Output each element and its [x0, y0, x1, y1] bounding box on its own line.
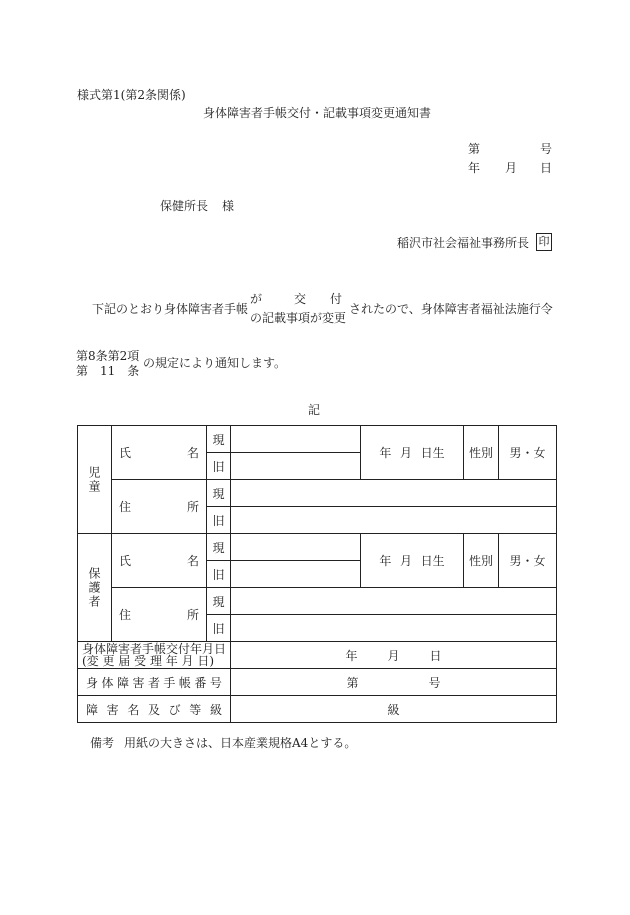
guardian-dob-field[interactable] — [361, 534, 464, 588]
child-address-label — [112, 480, 207, 534]
disability-label — [78, 696, 231, 723]
body-text-post: されたので、身体障害者福祉法施行令 — [349, 302, 553, 316]
disability-label-char: 等 — [189, 702, 202, 717]
child-name-current-row — [78, 426, 557, 453]
child-name-current-field[interactable] — [231, 426, 361, 453]
body-text-upper — [250, 292, 350, 306]
child-label: 児童 — [78, 426, 112, 534]
child-sex-value[interactable]: 男・女 — [499, 426, 557, 480]
guardian-address-current-mark: 現 — [207, 588, 231, 615]
disability-label-char: 害 — [106, 702, 119, 717]
guardian-sex-value[interactable]: 男・女 — [499, 534, 557, 588]
date-year-label: 年 — [468, 161, 481, 175]
booklet-label-char: 体 — [101, 675, 114, 690]
disability-grade-field[interactable]: 級 — [231, 696, 557, 723]
issue-date-field[interactable] — [231, 642, 557, 669]
guardian-address-former-field[interactable] — [231, 615, 557, 642]
dob-month: 月 — [399, 554, 412, 568]
issuer-name: 稲沢市社会福祉事務所長 — [397, 236, 530, 250]
body-upper-koufu: 交 付 — [294, 292, 343, 306]
issue-date-label-line2: (変 更 届 受 理 年 月 日) — [82, 654, 215, 668]
name-label-1: 氏 — [119, 554, 132, 568]
addressee-name: 保健所長 — [160, 199, 209, 213]
law-line2-num: 11 — [100, 364, 116, 378]
disability-label-char: 級 — [209, 702, 222, 717]
disability-row — [78, 696, 557, 723]
dob-year: 年 — [379, 446, 392, 460]
dob-year: 年 — [379, 554, 392, 568]
guardian-sex-label: 性別 — [464, 534, 499, 588]
disability-label-char: 障 — [86, 702, 99, 717]
guardian-name-former-field[interactable] — [231, 561, 361, 588]
document-title: 身体障害者手帳交付・記載事項変更通知書 — [203, 106, 432, 120]
disability-label-char: 及 — [147, 702, 160, 717]
child-name-former-mark: 旧 — [207, 453, 231, 480]
child-address-current-field[interactable] — [231, 480, 557, 507]
booklet-label-char: 番 — [194, 675, 207, 690]
address-label-2: 所 — [186, 608, 199, 622]
disability-label-char: び — [168, 702, 181, 717]
doc-number-suffix: 号 — [540, 142, 553, 156]
ki-heading: 記 — [308, 403, 321, 417]
issue-date-year: 年 — [345, 648, 358, 663]
body-text-lower: の記載事項が変更 — [250, 311, 347, 325]
name-label-1: 氏 — [119, 446, 132, 460]
child-dob-field[interactable] — [361, 426, 464, 480]
booklet-label-char: 手 — [163, 675, 176, 690]
booklet-label-char: 号 — [209, 675, 222, 690]
guardian-name-current-mark: 現 — [207, 534, 231, 561]
law-text-post: の規定により通知します。 — [143, 356, 287, 370]
body-upper-ga: が — [250, 292, 263, 306]
guardian-address-label — [112, 588, 207, 642]
issue-date-label-line1: 身体障害者手帳交付年月日 — [82, 642, 227, 656]
issue-date-label — [78, 642, 231, 669]
remarks — [90, 736, 356, 750]
dob-day: 日生 — [420, 446, 445, 460]
dob-month: 月 — [399, 446, 412, 460]
remarks-text: 用紙の大きさは、日本産業規格A4とする。 — [124, 736, 357, 750]
body-text-pre: 下記のとおり身体障害者手帳 — [92, 302, 249, 316]
guardian-name-current-row — [78, 534, 557, 561]
info-table — [77, 425, 557, 723]
doc-number-label: 第 — [468, 142, 481, 156]
guardian-name-former-mark: 旧 — [207, 561, 231, 588]
booklet-label-char: 身 — [86, 675, 99, 690]
child-address-current-row — [78, 480, 557, 507]
address-label-2: 所 — [186, 500, 199, 514]
address-label-1: 住 — [119, 608, 132, 622]
child-address-former-mark: 旧 — [207, 507, 231, 534]
booklet-label-char: 障 — [116, 675, 129, 690]
booklet-number-label — [78, 669, 231, 696]
issue-date-month: 月 — [387, 648, 400, 663]
date-day-label: 日 — [540, 161, 553, 175]
guardian-address-former-mark: 旧 — [207, 615, 231, 642]
child-sex-label: 性別 — [464, 426, 499, 480]
guardian-name-current-field[interactable] — [231, 534, 361, 561]
name-label-2: 名 — [186, 446, 199, 460]
law-line2-prefix: 第 — [76, 364, 89, 378]
guardian-name-label — [112, 534, 207, 588]
booklet-number-suffix: 号 — [428, 675, 441, 690]
addressee-honorific: 様 — [222, 199, 235, 213]
address-label-1: 住 — [119, 500, 132, 514]
seal-mark: 印 — [536, 233, 552, 251]
law-line2-suffix: 条 — [127, 364, 140, 378]
child-name-current-mark: 現 — [207, 426, 231, 453]
issue-date-row — [78, 642, 557, 669]
booklet-label-char: 害 — [132, 675, 145, 690]
remarks-label: 備考 — [90, 736, 115, 750]
booklet-number-row — [78, 669, 557, 696]
booklet-number-field[interactable] — [231, 669, 557, 696]
form-number: 様式第1(第2条関係) — [77, 88, 186, 102]
booklet-label-char: 帳 — [178, 675, 191, 690]
date-month-label: 月 — [505, 161, 518, 175]
child-address-current-mark: 現 — [207, 480, 231, 507]
name-label-2: 名 — [186, 554, 199, 568]
issue-date-day: 日 — [429, 648, 442, 663]
guardian-address-current-field[interactable] — [231, 588, 557, 615]
guardian-label: 保護者 — [78, 534, 112, 642]
child-name-label — [112, 426, 207, 480]
child-address-former-field[interactable] — [231, 507, 557, 534]
guardian-address-current-row — [78, 588, 557, 615]
disability-label-char: 名 — [127, 702, 140, 717]
dob-day: 日生 — [420, 554, 445, 568]
law-article-line2 — [76, 364, 139, 378]
booklet-label-char: 者 — [147, 675, 160, 690]
law-article-line1: 第8条第2項 — [76, 349, 140, 363]
booklet-number-prefix: 第 — [346, 675, 359, 690]
child-name-former-field[interactable] — [231, 453, 361, 480]
